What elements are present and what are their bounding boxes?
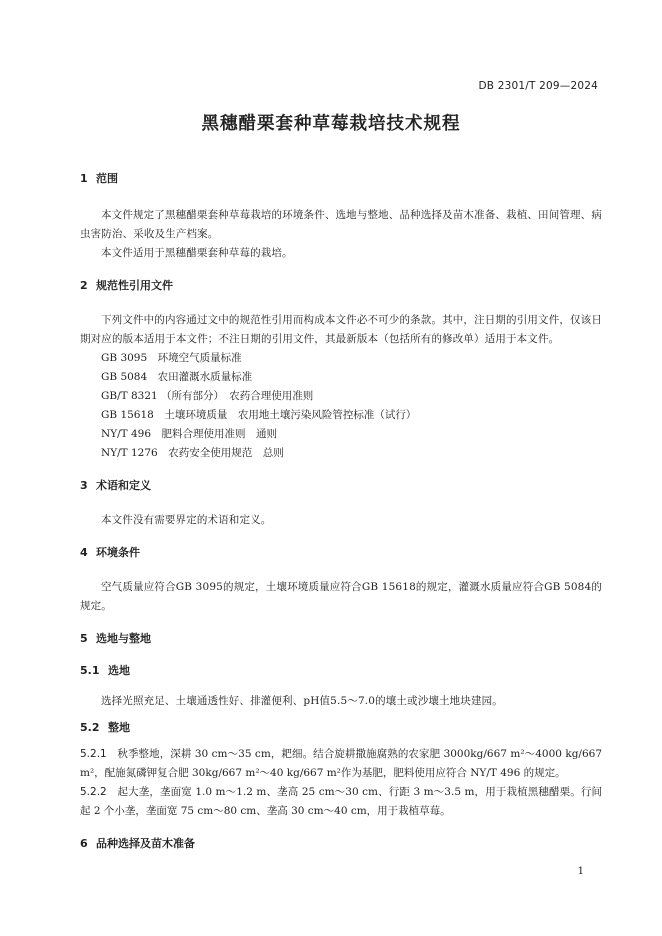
reference-item: NY/T 1276 农药安全使用规范 总则	[101, 447, 284, 459]
reference-item: GB/T 8321 （所有部分） 农药合理使用准则	[101, 390, 314, 402]
section-2-heading	[80, 277, 602, 295]
page-number: 1	[577, 866, 584, 877]
section-4-heading	[80, 544, 602, 562]
section-number: 4	[80, 546, 88, 559]
reference-item: GB 3095 环境空气质量标准	[101, 352, 242, 364]
subsection-title: 整地	[108, 721, 130, 734]
section-3-paragraph-1: 本文件没有需要界定的术语和定义。	[101, 514, 272, 526]
section-number: 5	[80, 632, 88, 645]
subsection-number: 5.2	[80, 721, 100, 734]
document-body	[80, 168, 602, 853]
section-4-paragraph-1: 空气质量应符合GB 3095的规定，土壤环境质量应符合GB 15618的规定，灌溉水质量应符合GB 5084的规定。	[80, 581, 602, 612]
document-title: 黑穗醋栗套种草莓栽培技术规程	[201, 114, 461, 134]
reference-item: GB 5084 农田灌溉水质量标准	[101, 371, 253, 383]
section-number: 6	[80, 837, 88, 850]
section-1-paragraph-2: 本文件适用于黑穗醋栗套种草莓的栽培。	[101, 247, 293, 259]
section-3-heading	[80, 477, 602, 495]
section-5-heading	[80, 630, 602, 648]
section-1-paragraph-1: 本文件规定了黑穗醋栗套种草莓栽培的环境条件、选地与整地、品种选择及苗木准备、栽植、田间管理、病虫害防治、采收及生产档案。	[80, 209, 602, 240]
section-number: 1	[80, 172, 88, 185]
section-1-heading	[80, 170, 602, 188]
section-title: 选地与整地	[96, 632, 151, 645]
subsection-number: 5.1	[80, 664, 100, 677]
section-6-heading	[80, 835, 602, 853]
section-title: 品种选择及苗木准备	[96, 837, 195, 850]
section-title: 规范性引用文件	[96, 279, 173, 292]
section-title: 术语和定义	[96, 479, 151, 492]
clause-5-2-2	[80, 783, 602, 821]
section-number: 2	[80, 279, 88, 292]
subsection-5-2-heading	[80, 719, 602, 737]
clause-text: 秋季整地，深耕 30 cm～35 cm，耙细。结合旋耕撒施腐熟的农家肥 3000kg/667 m²～4000 kg/667 m²，配施氮磷钾复合肥 30kg/667 m²～40 kg/667 m²作为基肥，肥料使用应符合 NY/T 496 的规定。	[80, 748, 603, 779]
section-2-paragraph-1: 下列文件中的内容通过文中的规范性引用而构成本文件必不可少的条款。其中，注日期的引用文件，仅该日期对应的版本适用于本文件；不注日期的引用文件，其最新版本（包括所有的修改单）适用于本文件。	[80, 314, 602, 345]
reference-item: GB 15618 土壤环境质量 农用地土壤污染风险管控标准（试行）	[101, 409, 417, 421]
clause-number: 5.2.1	[80, 748, 107, 760]
section-number: 3	[80, 479, 88, 492]
reference-item: NY/T 496 肥料合理使用准则 通则	[101, 428, 278, 440]
document-code: DB 2301/T 209—2024	[478, 80, 598, 92]
clause-number: 5.2.2	[80, 786, 107, 798]
clause-text: 起大垄，垄面宽 1.0 m～1.2 m、垄高 25 cm～30 cm、行距 3 m～3.5 m，用于栽植黑穗醋栗。行间起 2 个小垄，垄面宽 75 cm～80 cm、垄高 30 cm～40 cm，用于栽植草莓。	[80, 786, 602, 817]
clause-5-2-1	[80, 745, 602, 783]
subsection-title: 选地	[108, 664, 130, 677]
section-title: 环境条件	[96, 546, 140, 559]
section-title: 范围	[96, 172, 118, 185]
subsection-5-1-paragraph: 选择光照充足、土壤通透性好、排灌便利、pH值5.5～7.0的壤土或沙壤土地块建园。	[101, 695, 503, 707]
subsection-5-1-heading	[80, 662, 602, 680]
